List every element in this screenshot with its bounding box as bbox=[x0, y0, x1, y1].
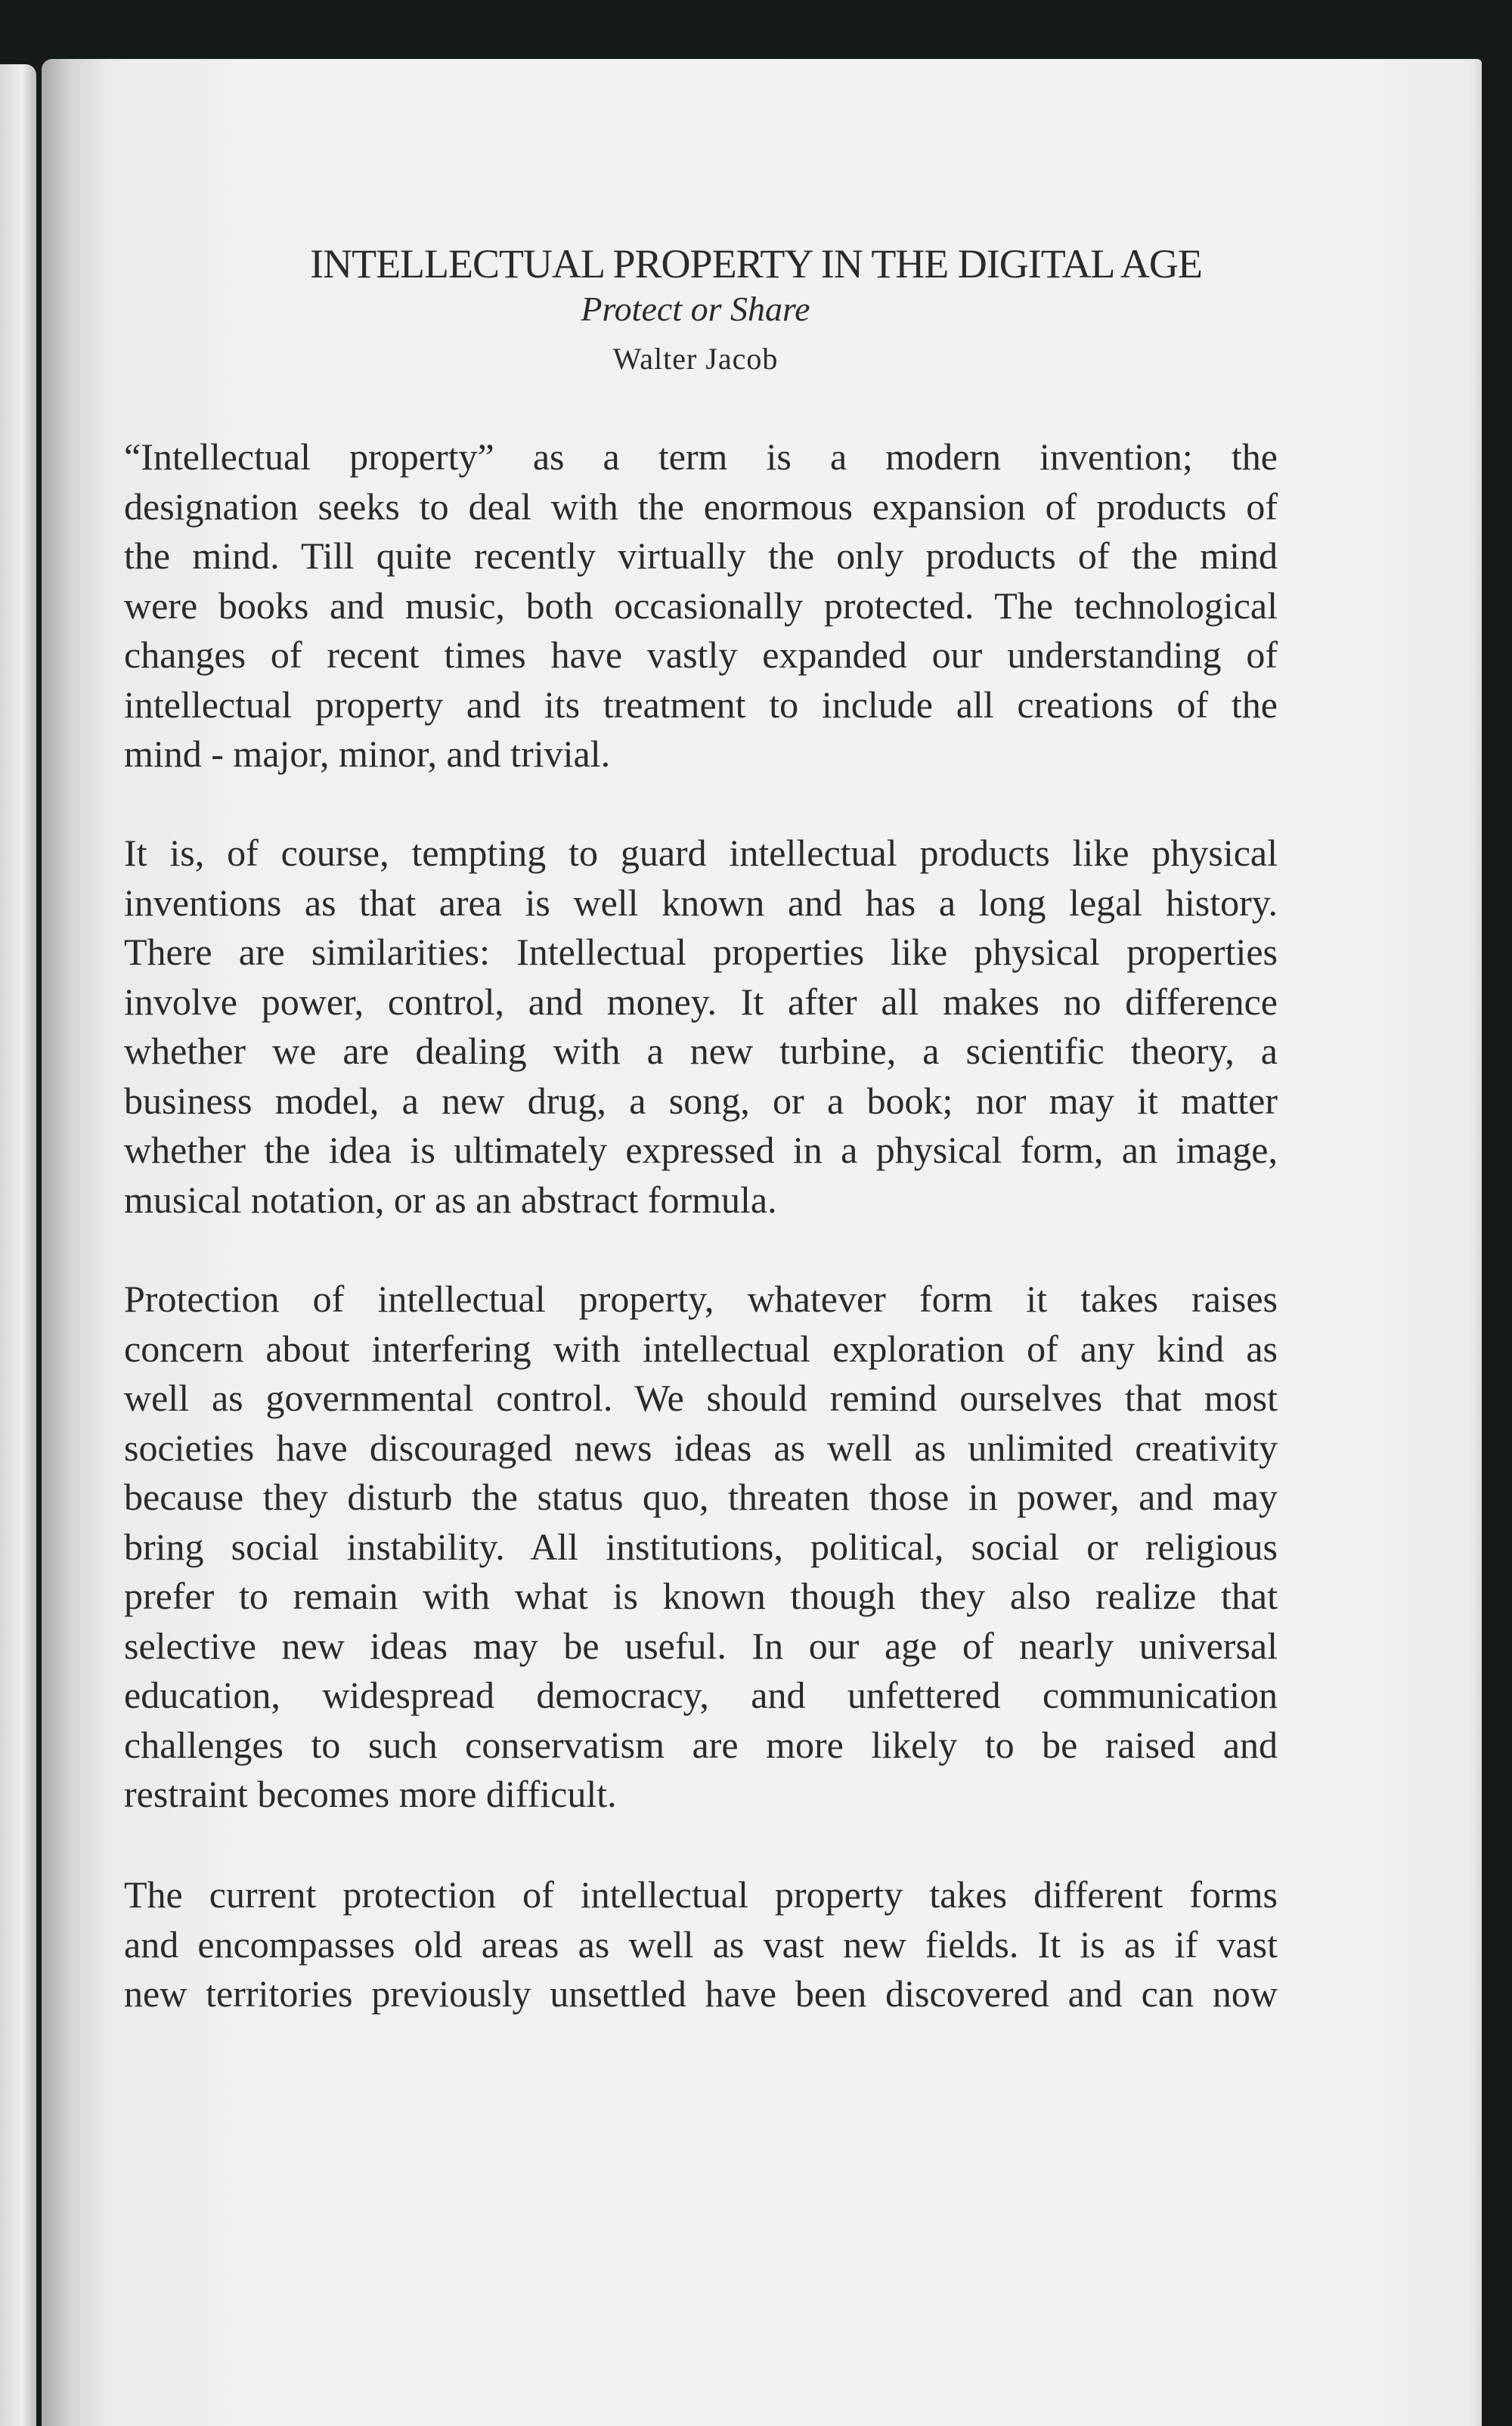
paragraph bbox=[124, 1870, 1278, 2019]
text-line: intellectual property and its treatment to include all creations of the bbox=[124, 683, 1278, 726]
text-line: societies have discouraged news ideas as well as unlimited creativity bbox=[124, 1426, 1278, 1469]
text-line: were books and music, both occasionally protected. The technological bbox=[124, 584, 1278, 627]
text-line: business model, a new drug, a song, or a book; nor may it matter bbox=[124, 1079, 1278, 1122]
text-line: designation seeks to deal with the enormous expansion of products of bbox=[124, 485, 1278, 528]
page-subtitle: Protect or Share bbox=[581, 290, 810, 328]
author-name: Walter Jacob bbox=[612, 342, 779, 376]
text-line: new territories previously unsettled have been discovered and can now bbox=[124, 1972, 1278, 2015]
facing-page-edge bbox=[0, 64, 36, 2426]
text-line: restraint becomes more difficult. bbox=[124, 1773, 617, 1815]
text-line: mind - major, minor, and trivial. bbox=[124, 733, 611, 775]
text-line: and encompasses old areas as well as vast new fields. It is as if vast bbox=[124, 1923, 1278, 1966]
text-line: education, widespread democracy, and unfettered communication bbox=[124, 1674, 1278, 1716]
book-page bbox=[42, 59, 1482, 2426]
text-line: selective new ideas may be useful. In our age of nearly universal bbox=[124, 1624, 1278, 1667]
text-line: challenges to such conservatism are more likely to be raised and bbox=[124, 1723, 1278, 1766]
text-line: involve power, control, and money. It after all makes no difference bbox=[124, 980, 1278, 1023]
text-line: bring social instability. All institutions, political, social or religious bbox=[124, 1525, 1278, 1568]
text-line: well as governmental control. We should remind ourselves that most bbox=[124, 1377, 1278, 1419]
text-line: changes of recent times have vastly expanded our understanding of bbox=[124, 634, 1278, 676]
text-line: The current protection of intellectual property takes different forms bbox=[124, 1873, 1278, 1916]
text-line: prefer to remain with what is known though they also realize that bbox=[124, 1575, 1278, 1617]
text-line: whether the idea is ultimately expressed in a physical form, an image, bbox=[124, 1129, 1278, 1171]
text-line: Protection of intellectual property, whatever form it takes raises bbox=[124, 1278, 1278, 1320]
paragraph bbox=[124, 829, 1278, 1225]
text-line: because they disturb the status quo, threaten those in power, and may bbox=[124, 1476, 1278, 1518]
text-line: It is, of course, tempting to guard intellectual products like physical bbox=[124, 832, 1278, 874]
page-title: INTELLECTUAL PROPERTY IN THE DIGITAL AGE bbox=[310, 241, 1202, 287]
paragraph bbox=[124, 1275, 1278, 1820]
text-line: concern about interfering with intellectual exploration of any kind as bbox=[124, 1327, 1278, 1370]
text-line: There are similarities: Intellectual properties like physical properties bbox=[124, 931, 1278, 973]
text-line: musical notation, or as an abstract formula. bbox=[124, 1178, 777, 1221]
paragraph bbox=[124, 432, 1278, 779]
text-line: whether we are dealing with a new turbine, a scientific theory, a bbox=[124, 1030, 1278, 1072]
text-line: inventions as that area is well known and has a long legal history. bbox=[124, 881, 1278, 924]
text-line: “Intellectual property” as a term is a modern invention; the bbox=[124, 435, 1278, 478]
text-line: the mind. Till quite recently virtually the only products of the mind bbox=[124, 534, 1278, 577]
